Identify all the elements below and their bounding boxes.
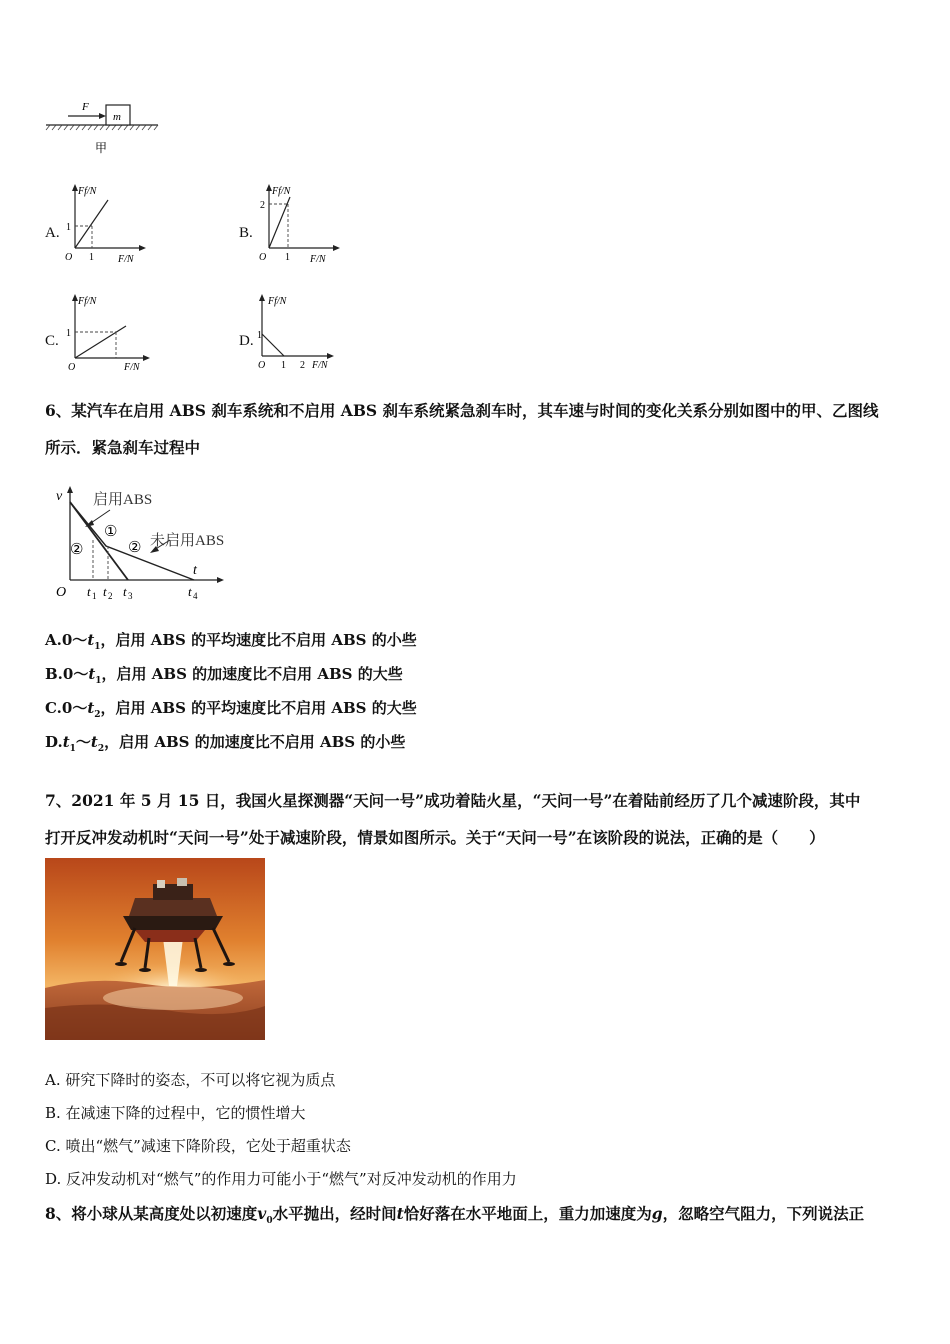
graph-option-d <box>254 290 349 380</box>
origin: O <box>65 252 73 263</box>
x-tick-1: 1 <box>281 360 286 371</box>
svg-text:t: t <box>123 584 127 599</box>
svg-text:t: t <box>188 584 192 599</box>
origin: O <box>56 585 67 600</box>
y-axis-label: Ff/N <box>78 186 97 197</box>
y-tick: 1 <box>66 328 71 339</box>
q7-option-c[interactable]: C. 喷出“燃气”减速下降阶段，它处于超重状态 <box>45 1137 351 1155</box>
mass-label: m <box>113 111 121 123</box>
figure-caption: 甲 <box>95 141 108 155</box>
svg-text:t: t <box>87 584 91 599</box>
graph-option-c <box>60 290 155 380</box>
x-axis-label: F/N <box>118 254 134 265</box>
v-label: v <box>56 489 63 504</box>
t2-sub: 2 <box>108 591 113 601</box>
graph-option-b <box>254 180 344 270</box>
t3-sub: 3 <box>128 591 133 601</box>
force-label: F <box>82 101 89 113</box>
q7-stem <box>45 782 907 856</box>
q7-option-d[interactable]: D. 反冲发动机对“燃气”的作用力可能小于“燃气”对反冲发动机的作用力 <box>45 1170 517 1188</box>
x-axis-label: F/N <box>124 362 140 373</box>
q6-stem-line2: 所示．紧急刹车过程中 <box>45 438 201 457</box>
region-2a: ② <box>70 542 84 558</box>
x-axis-label: F/N <box>312 360 328 371</box>
y-tick: 1 <box>257 330 262 341</box>
origin: O <box>68 362 76 373</box>
q7-stem-line2: 打开反冲发动机时“天问一号”处于减速阶段，情景如图所示。关于“天问一号”在该阶段的说法，正确的是（ ） <box>45 828 825 847</box>
graph-option-a <box>60 180 150 270</box>
svg-text:t: t <box>103 584 107 599</box>
x-tick: 1 <box>285 252 290 263</box>
option-b-key[interactable]: B. <box>239 225 253 241</box>
q6-stem-line1: 6、某汽车在启用 ABS 刹车系统和不启用 ABS 刹车系统紧急刹车时，其车速与时间的变化关系分别如图中的甲、乙图线 <box>45 401 879 420</box>
y-axis-label: Ff/N <box>268 296 287 307</box>
y-axis-label: Ff/N <box>272 186 291 197</box>
figure-jia <box>40 95 170 157</box>
q6-option-d[interactable]: $D.t_1\sim t_2$，启用 ABS 的加速度比不启用 ABS 的小些 <box>45 733 406 754</box>
origin: O <box>258 360 266 371</box>
origin: O <box>259 252 267 263</box>
y-axis-label: Ff/N <box>78 296 97 307</box>
mars-lander-photo <box>45 858 265 1040</box>
abs-label: 启用ABS <box>93 492 153 508</box>
t1-sub: 1 <box>92 591 97 601</box>
option-c-key[interactable]: C. <box>45 333 59 349</box>
t-label: t <box>193 563 197 578</box>
q6-stem <box>45 392 907 466</box>
noabs-label: 未启用ABS <box>150 533 225 549</box>
y-tick: 2 <box>260 200 265 211</box>
option-a-key[interactable]: A. <box>45 225 60 241</box>
y-tick: 1 <box>66 222 71 233</box>
q6-option-c[interactable]: $C.0\sim t_2$，启用 ABS 的平均速度比不启用 ABS 的大些 <box>45 699 417 720</box>
t4-sub: 4 <box>193 591 198 601</box>
q7-option-b[interactable]: B. 在减速下降的过程中，它的惯性增大 <box>45 1104 306 1122</box>
q6-option-a[interactable]: $A.0\sim t_1$，启用 ABS 的平均速度比不启用 ABS 的小些 <box>45 631 417 652</box>
q6-option-b[interactable]: $B.0\sim t_1$，启用 ABS 的加速度比不启用 ABS 的大些 <box>45 665 403 686</box>
q7-option-a[interactable]: A. 研究下降时的姿态，不可以将它视为质点 <box>45 1071 336 1089</box>
x-tick: 1 <box>89 252 94 263</box>
option-d-key[interactable]: D. <box>239 333 254 349</box>
vt-graph <box>48 480 248 605</box>
region-2b: ② <box>128 540 142 556</box>
q7-stem-line1: 7、2021 年 5 月 15 日，我国火星探测器“天问一号”成功着陆火星，“天问一号”在着陆前经历了几个减速阶段，其中 <box>45 791 861 810</box>
q8-stem: 8、将小球从某高度处以初速度$v_0$水平抛出，经时间t恰好落在水平地面上，重力加速度为g，忽略空气阻力，下列说法正 <box>45 1204 865 1227</box>
region-1: ① <box>104 524 118 540</box>
x-axis-label: F/N <box>310 254 326 265</box>
x-tick-2: 2 <box>300 360 305 371</box>
